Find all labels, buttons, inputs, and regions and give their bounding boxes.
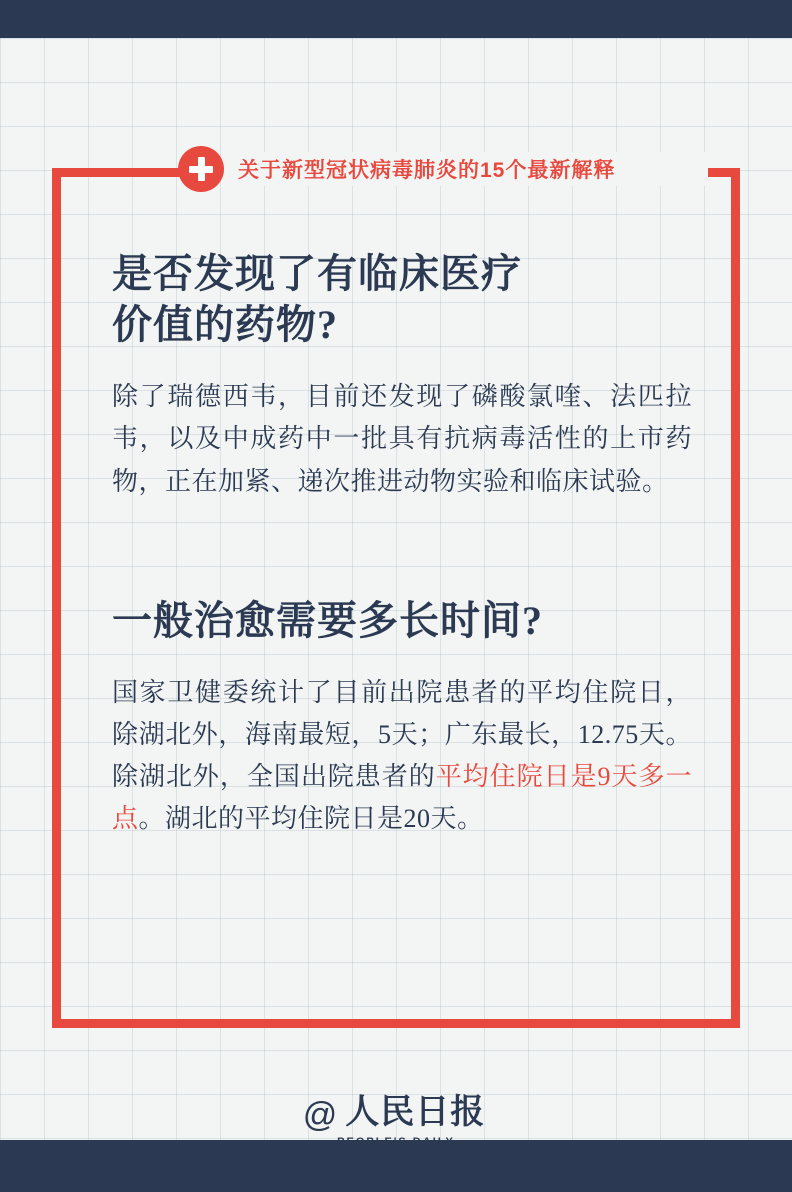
answer-recovery-highlight: 平均住院日是9天多一点 xyxy=(112,762,692,834)
at-symbol-icon: @ xyxy=(302,1096,338,1134)
top-bar xyxy=(0,0,792,38)
answer-body-recovery xyxy=(112,672,692,840)
section-drugs xyxy=(112,248,692,503)
footer-logo-wrap xyxy=(302,1094,490,1148)
medical-cross-icon xyxy=(178,146,224,192)
question-title-recovery: 一般治愈需要多长时间? xyxy=(112,597,543,643)
answer-recovery-part1: 国家卫健委统计了目前出院患者的平均住院日，除湖北外，海南最短，5天；广东最长，12.75天。除湖北外，全国出院患者的 xyxy=(112,677,692,792)
footer-logo xyxy=(0,1094,792,1148)
content xyxy=(112,248,692,840)
question-title-drugs-line2: 价值的药物? xyxy=(112,302,338,348)
answer-body-drugs: 除了瑞德西韦，目前还发现了磷酸氯喹、法匹拉韦，以及中成药中一批具有抗病毒活性的上市药物，正在加紧、递次推进动物实验和临床试验。 xyxy=(112,382,692,496)
header xyxy=(178,146,615,192)
answer-recovery-part2: 。湖北的平均住院日是20天。 xyxy=(138,804,484,834)
footer-brand-en: PEOPLE'S DAILY xyxy=(337,1136,455,1148)
question-title-drugs xyxy=(112,248,692,350)
question-title-drugs-line1: 是否发现了有临床医疗 xyxy=(112,251,522,296)
header-title: 关于新型冠状病毒肺炎的15个最新解释 xyxy=(238,159,616,182)
footer-brand-cn: 人民日报 xyxy=(345,1094,486,1131)
section-recovery-time xyxy=(112,595,692,841)
section-spacer xyxy=(112,559,692,595)
